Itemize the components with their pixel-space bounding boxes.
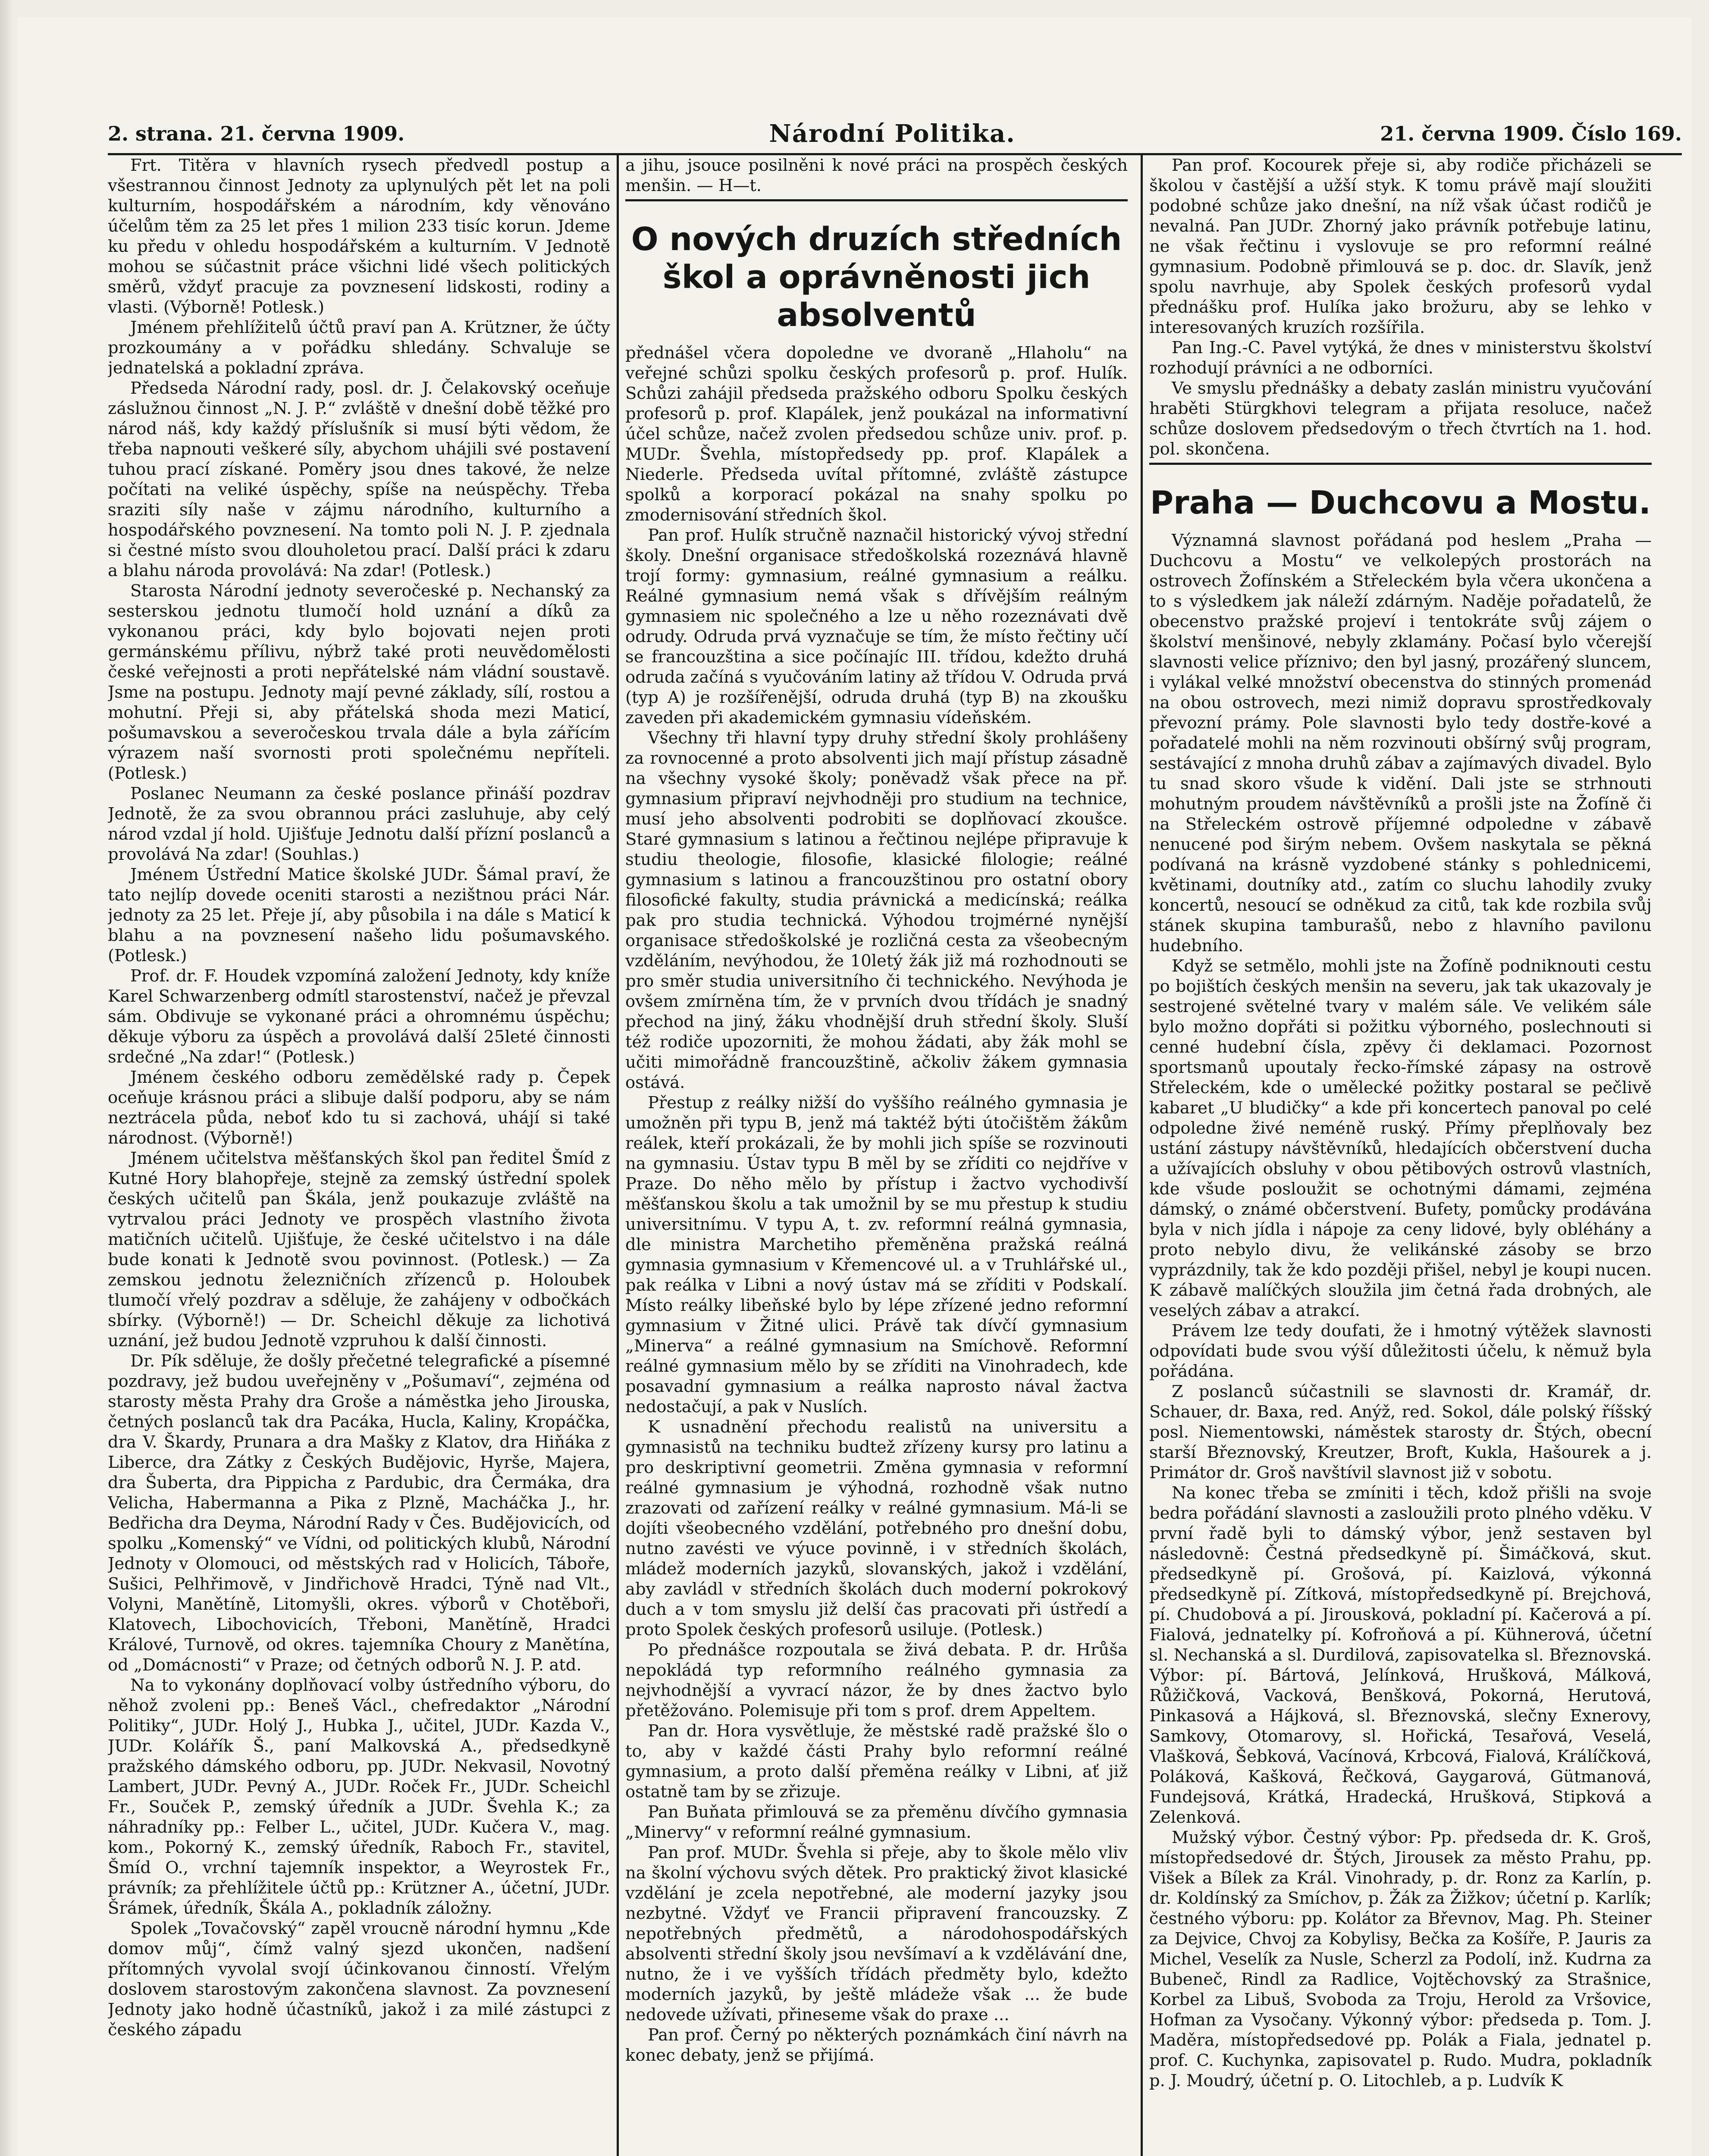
paragraph: Starosta Národní jednoty severočeské p. Nechanský za sesterskou jednotu tlumočí hold uznání a díků za vykonanou práci, kdy bylo bojovati nejen proti germánskému přílivu, nýbrž také proti neuvědomělosti české veřejnosti a proti nepřátelské nám vládní soustavě. Jsme na postupu. Jednoty mají pevné základy, sílí, rostou a mohutní. Přeji si, aby přátelská shoda mezi Maticí, pošumavskou a severočeskou trvala dále a byla zářícím výrazem naší svornosti proti společnému nepříteli. (Potlesk.) xyxy=(108,581,610,783)
paragraph: Spolek „Tovačovský“ zapěl vroucně národní hymnu „Kde domov můj“, čímž valný sjezd ukončen, nadšení přítomných vyvolal svojí účinkovanou činností. Vřelým doslovem starostovým zakončena slavnost. Za povznesení Jednoty jako hodně účastníků, jakož i za milé zástupci z českého západu xyxy=(108,1919,610,2040)
paragraph: Ve smyslu přednášky a debaty zaslán ministru vyučování hraběti Stürgkhovi telegram a přijata resoluce, načež schůze doslovem předsedovým o třech čtvrtích na 1. hod. pol. skončena. xyxy=(1149,379,1652,459)
paragraph: Na konec třeba se zmíniti i těch, kdož přišli na svoje bedra pořádání slavnosti a zasloužili proto plného vděku. V první řadě byli to dámský výbor, jenž sestaven byl následovně: Čestná předsedkyně pí. Šimáčková, skut. předsedkyně pí. Grošová, pí. Kaizlová, výkonná předsedkyně pí. Zítková, místopředsedkyně pí. Brejchová, pí. Chudobová a pí. Jirousková, pokladní pí. Kačerová a pí. Fialová, jednatelky pí. Kofroňová a pí. Kühnerová, účetní sl. Nechanská a sl. Durdilová, zapisovatelka sl. Březnovská. Výbor: pí. Bártová, Jelínková, Hrušková, Málková, Růžičková, Vacková, Benšková, Pokorná, Herutová, Pinkasová a Hájková, sl. Březnovská, slečny Exnerovy, Samkovy, Otomarovy, sl. Hořická, Tesařová, Veselá, Vlašková, Šebková, Vacínová, Krbcová, Fialová, Králíčková, Poláková, Kašková, Řečková, Gaygarová, Gütmanová, Fundejsová, Krátká, Hradecká, Hrušková, Stipková a Zelenková. xyxy=(1149,1483,1652,1827)
section-divider xyxy=(625,199,1128,201)
article-headline: Praha — Duchcovu a Mostu. xyxy=(1150,484,1651,521)
paragraph: Po přednášce rozpoutala se živá debata. P. dr. Hrůša nepokládá typ reformního reálného gymnasia za nejvhodnější a vyvrací názor, že by dnes žactvo bylo přetěžováno. Polemisuje při tom s prof. drem Appeltem. xyxy=(625,1640,1128,1720)
paragraph: Dr. Pík sděluje, že došly přečetné telegrafické a písemné pozdravy, jež budou uveřejněny v „Pošumaví“, zejména od starosty města Prahy dra Groše a náměstka jeho Jirouska, četných poslanců tak dra Pacáka, Hucla, Kaliny, Kropáčka, dra V. Škardy, Prunara a dra Mašky z Klatov, dra Hiňáka z Liberce, dra Zátky z Českých Budějovic, Hyrše, Majera, dra Šuberta, dra Pippicha z Pardubic, dra Čermáka, dra Velicha, Habermanna a Pika z Plzně, Macháčka J., hr. Bedřicha dra Deyma, Národní Rady v Čes. Budějovicích, od spolku „Komenský“ ve Vídni, od politických klubů, Národní Jednoty v Olomouci, od městských rad v Holicích, Táboře, Sušici, Pelhřimově, v Jindřichově Hradci, Týně nad Vlt., Volyni, Manětíně, Litomyšli, okres. výborů v Chotěboři, Klatovech, Libochovicích, Třeboni, Manětíně, Hradci Králové, Turnově, od okres. tajemníka Choury z Manětína, od „Domácnosti“ v Praze; od četných odborů N. J. P. atd. xyxy=(108,1351,610,1675)
paragraph: přednášel včera dopoledne ve dvoraně „Hlaholu“ na veřejné schůzi spolku českých profesorů p. prof. Hulík. Schůzi zahájil předseda pražského odboru Spolku českých profesorů p. prof. Klapálek, jenž poukázal na informativní účel schůze, načež zvolen předsedou schůze univ. prof. p. MUDr. Švehla, místopředsedy pp. prof. Klapálek a Niederle. Předseda uvítal přítomné, zvláště zástupce spolků a korporací pokázal na snahy spolku po zmodernisování středních škol. xyxy=(625,343,1128,525)
paragraph: Předseda Národní rady, posl. dr. J. Čelakovský oceňuje záslužnou činnost „N. J. P.“ zvláště v dnešní době těžké pro národ náš, kdy každý příslušník si musí býti vědom, že třeba napnouti veškeré síly, abychom uhájili své postavení tuhou prací získané. Poměry jsou dnes takové, že nelze počítati na veliké úspěchy, spíše na neúspěchy. Třeba sraziti síly naše v zájmu národního, kulturního a hospodářského povznesení. Na tomto poli N. J. P. zjednala si čestné místo svou dlouholetou prací. Další práci k zdaru a blahu národa provolává: Na zdar! (Potlesk.) xyxy=(108,379,610,580)
running-header xyxy=(108,114,1682,155)
paragraph: Prof. dr. F. Houdek vzpomíná založení Jednoty, kdy kníže Karel Schwarzenberg odmítl starostenství, načež je převzal sám. Obdivuje se vykonané práci a ohromnému úspěchu; děkuje výboru za úspěch a provolává další 25leté činnosti srdečné „Na zdar!“ (Potlesk.) xyxy=(108,966,610,1067)
paragraph: Pan prof. MUDr. Švehla si přeje, aby to škole mělo vliv na školní výchovu svých dětek. Pro praktický život klasické vzdělání je zcela nepotřebné, ale moderní jazyky jsou nezbytné. Vždyť ve Francii připravení francouzsky. Z nepotřebných předmětů, a národohospodářských absolventi střední školy jsou nevšímaví a k vzdělávání dne, nutno, že i ve vyšších třídách předměty bylo, kdežto moderních jazyků, by ještě mládeže však ... že bude nedovede užívati, přineseme však do praxe ... xyxy=(625,1843,1128,2024)
paragraph: a jihu, jsouce posilněni k nové práci na prospěch českých menšin. — H—t. xyxy=(625,156,1128,195)
header-left: 2. strana. 21. června 1909. xyxy=(108,122,405,145)
paragraph: Pan dr. Hora vysvětluje, že městské radě pražské šlo o to, aby v každé části Prahy bylo reformní reálné gymnasium, a proto další přeměna reálky v Libni, ať již ostatně tam by se zřizuje. xyxy=(625,1721,1128,1802)
section-divider xyxy=(1149,463,1652,465)
paragraph: Frt. Titěra v hlavních rysech předvedl postup a všestrannou činnost Jednoty za uplynulých pět let na poli kulturním, hospodářském a národním, kdy věnováno účelům těm za 25 let přes 1 milion 233 tisíc korun. Jdeme ku předu v ohledu hospodářském a kulturním. V Jednotě mohou se súčastnit práce všichni lidé všech politických směrů, vždyť pracuje za povznesení lidskosti, rodiny a vlasti. (Výborně! Potlesk.) xyxy=(108,156,610,317)
paragraph: Mužský výbor. Čestný výbor: Pp. předseda dr. K. Groš, místopředsedové dr. Štých, Jirousek za město Prahu, pp. Višek a Bílek za Král. Vinohrady, p. dr. Ronz za Karlín, p. dr. Koldínský za Smíchov, p. Žák za Žižkov; účetní p. Karlík; čestného výboru: pp. Kolátor za Břevnov, Mag. Ph. Steiner za Dejvice, Chvoj za Kobylisy, Bečka za Košíře, P. Jauris za Michel, Veselík za Nusle, Scherzl za Podolí, inž. Kudrna za Bubeneč, Rindl za Radlice, Vojtěchovský za Strašnice, Korbel za Libuš, Svoboda za Troju, Herold za Vršovice, Hofman za Vysočany. Výkonný výbor: předseda p. Tom. J. Maděra, místopředsedové pp. Polák a Fiala, jednatel p. prof. C. Kuchynka, zapisovatel p. Rudo. Mudra, pokladník p. J. Moudrý, účetní p. O. Litochleb, a p. Ludvík K xyxy=(1149,1828,1652,2090)
paragraph: Jménem Ústřední Matice školské JUDr. Šámal praví, že tato nejlíp dovede oceniti starosti a nezištnou práci Nár. jednoty za 25 let. Přeje jí, aby působila i na dále s Maticí k blahu a na povznesení našeho lidu pošumavského. (Potlesk.) xyxy=(108,865,610,965)
paragraph: Pan Ing.-C. Pavel vytýká, že dnes v ministerstvu školství rozhodují právníci a ne odborníci. xyxy=(1149,338,1652,378)
column-rule-2 xyxy=(1141,155,1143,2156)
paragraph: Pan prof. Kocourek přeje si, aby rodiče přicházeli se školou v častější a užší styk. K tomu právě mají sloužiti podobné schůze jako dnešní, na níž však účast rodičů je nevalná. Pan JUDr. Zhorný jako právník potřebuje latinu, ne však řečtinu i vyslovuje se pro reformní reálné gymnasium. Podobně přimlouvá se p. doc. dr. Slavík, jenž spolu navrhuje, aby Spolek českých profesorů vydal přednášku prof. Hulíka jako brožuru, aby se lehko v interesovaných kruzích rozšířila. xyxy=(1149,156,1652,337)
paragraph: Na to vykonány doplňovací volby ústředního výboru, do něhož zvoleni pp.: Beneš Václ., chefredaktor „Národní Politiky“, JUDr. Holý J., Hubka J., učitel, JUDr. Kazda V., JUDr. Kolářík Š., paní Malkovská A., předsedkyně pražského dámského odboru, pp. JUDr. Nekvasil, Novotný Lambert, JUDr. Pevný A., JUDr. Roček Fr., JUDr. Scheichl Fr., Souček P., zemský úředník a JUDr. Švehla K.; za náhradníky pp.: Felber L., učitel, JUDr. Kučera V., mag. kom., Pokorný K., zemský úředník, Raboch Fr., stavitel, Šmíd O., vrchní tajemník inspektor, a Weyrostek Fr., právník; za přehlížitele účtů pp.: Krützner A., účetní, JUDr. Šrámek, úředník, Škála A., pokladník záložny. xyxy=(108,1676,610,1918)
column-3 xyxy=(1149,155,1652,2156)
column-rule-1 xyxy=(617,155,619,2156)
paragraph: Pan Buňata přimlouvá se za přeměnu dívčího gymnasia „Minervy“ v reformní reálné gymnasium. xyxy=(625,1802,1128,1842)
column-2 xyxy=(625,155,1128,2156)
paragraph: Jménem českého odboru zemědělské rady p. Čepek oceňuje krásnou práci a slibuje další podporu, aby se nám neztrácela půda, neboť kdo tu si zachová, uhájí si také národnost. (Výborně!) xyxy=(108,1068,610,1148)
paragraph: K usnadnění přechodu realistů na universitu a gymnasistů na techniku budtež zřízeny kursy pro latinu a pro deskriptivní geometrii. Změna gymnasia v reformní reálné gymnasium je výhodná, rozhodně však nutno zrazovati od zařízení reálky v reálné gymnasium. Má-li se dojíti všeobecného vzdělání, potřebného pro dnešní dobu, nutno zavésti ve výuce povinně, i v středních školách, mládež moderních jazyků, slovanských, jakož i vzdělání, aby zavládl v středních školách duch moderní pokrokový duch a v tom smyslu již delší čas pracovati při ústředí a proto Spolek českých profesorů usiluje. (Potlesk.) xyxy=(625,1417,1128,1639)
paragraph: Jménem učitelstva měšťanských škol pan ředitel Šmíd z Kutné Hory blahopřeje, stejně za zemský ústřední spolek českých učitelů pan Škála, jenž poukazuje zvláště na vytrvalou práci Jednoty ve prospěch vlastního života matičních učitelů. Ujišťuje, že české učitelstvo i na dále bude konati k Jednotě svou povinnost. (Potlesk.) — Za zemskou jednotu železničních zřízenců p. Holoubek tlumočí vřelý pozdrav a sděluje, že zahájeny v odbočkách sbírky. (Výborně!) — Dr. Scheichl děkuje za lichotivá uznání, jež budou Jednotě vzpruhou k další činnosti. xyxy=(108,1149,610,1351)
paragraph: Všechny tři hlavní typy druhy střední školy prohlášeny za rovnocenné a proto absolventi jich mají přístup zásadně na všechny vysoké školy; poněvadž však přece na př. gymnasium připraví nejvhodněji pro studium na technice, musí jeho absolventi podrobiti se doplňovací zkoušce. Staré gymnasium s latinou a řečtinou nejlépe připravuje k studiu theologie, filosofie, klasické filologie; reálné gymnasium s latinou a francouzštinou pro ostatní obory filosofické fakulty, studia právnická a medicínská; reálka pak pro studia technická. Výhodou trojmérné nynější organisace středoškolské je rozličná cesta za všeobecným vzděláním, nevýhodou, že 10letý žák již má rozhodnouti se pro směr studia universitního či technického. Nevýhoda je ovšem zmírněna tím, že v prvních dvou třídách je snadný přechod na jiný, žáku vhodnější druh střední školy. Sluší též rodiče upozorniti, že mohou žádati, aby žák mohl se učiti mimořádně francouzštině, ačkoliv žákem gymnasia ostává. xyxy=(625,728,1128,1092)
column-1 xyxy=(108,155,610,2156)
paragraph: Z poslanců súčastnili se slavnosti dr. Kramář, dr. Schauer, dr. Baxa, red. Anýž, red. Sokol, dále polský říšský posl. Niementowski, náměstek starosty dr. Štých, obecní starší Březnovský, Kreutzer, Broft, Kukla, Hašourek a j. Primátor dr. Groš navštívil slavnost již v sobotu. xyxy=(1149,1382,1652,1482)
paragraph: Právem lze tedy doufati, že i hmotný výtěžek slavnosti odpovídati bude svou výší důležitosti účelu, k němuž byla pořádána. xyxy=(1149,1321,1652,1381)
paragraph: Když se setmělo, mohli jste na Žofíně podniknouti cestu po bojištích českých menšin na severu, jak tak ukazovaly je sestrojené světelné tvary v malém sále. Ve velikém sále bylo možno dopřáti si požitku výborného, poslechnouti si cenné hudební čísla, zpěvy či deklamaci. Pozornost sportsmanů upoutaly řecko-římské zápasy na ostrově Střeleckém, kde o umělecké požitky postaral se pečlivě kabaret „U bludičky“ a kde při koncertech panoval po celé odpoledne živé neméně ruský. Přímy přeplňovaly bez ustání zástupy návštěvníků, hledajících občerstvení ducha a užívajících obsluhy v obou pětibových ostrovů vlastních, kde všude posloužit se ochotnými dámami, zejména dámský, o známé občerstvení. Bufety, pomůcky prodávána byla v nich jídla i nápoje za ceny lidové, byly obléhány a proto nebylo divu, že velikánské zásoby se brzo vyprázdnily, tak že kdo později přišel, nebyl je koupi nucen. K zábavě malíčkých sloužila jim četná řada drobných, ale veselých zábav a atrakcí. xyxy=(1149,956,1652,1320)
paragraph: Poslanec Neumann za české poslance přináší pozdrav Jednotě, že za svou obrannou práci zasluhuje, aby celý národ vzdal jí hold. Ujišťuje Jednotu další přízní poslanců a provolává Na zdar! (Souhlas.) xyxy=(108,784,610,864)
article-headline: O nových druzích středních škol a oprávněnosti jich absolventů xyxy=(631,221,1122,334)
masthead-title: Národní Politika. xyxy=(769,119,1016,148)
paragraph: Pan prof. Hulík stručně naznačil historický vývoj střední školy. Dnešní organisace středoškolská rozeznává hlavně trojí formy: gymnasium, reálné gymnasium a reálku. Reálné gymnasium nemá však s dřívějším reálným gymnasiem nic společného a lze u něho rozeznávati dvě odrudy. Odruda prvá vyznačuje se tím, že místo řečtiny učí se francouzština a sice počínajíc III. třídou, kdežto druhá odruda začíná s vyučováním latiny až třídou V. Odruda prvá (typ A) je rozšířenější, odruda druhá (typ B) na zkoušku zaveden při akademickém gymnasiu vídeňském. xyxy=(625,526,1128,727)
paragraph: Významná slavnost pořádaná pod heslem „Praha — Duchcovu a Mostu“ ve velkolepých prostorách na ostrovech Žofínském a Střeleckém byla včera ukončena a to s výsledkem jak náleží zdárným. Naděje pořadatelů, že obecenstvo pražské projeví i tentokráte svůj zájem o školství menšinové, nebyly zklamány. Počasí bylo včerejší slavnosti velice příznivo; den byl jasný, prozářený sluncem, i vylákal velké množství obecenstva do stinných promenád na obou ostrovech, mezi nimiž dopravu sprostředkovaly převozní prámy. Pole slavnosti bylo tedy dostře-kové a pořadatelé mohli na něm rozvinouti obšírný svůj program, sestávající z mnoha druhů zábav a zajímavých divadel. Bylo tu snad skoro všude k vidění. Dali jste se strhnouti mohutným proudem návštěvníků a prošli jste na Žofíně či na Střeleckém ostrově příjemné odpoledne v zábavě nenucené pod širým nebem. Ovšem naskytala se pěkná podívaná na krásně vyzdobené stánky s pohlednicemi, květinami, doutníky atd., zatím co sluchu lahodily zvuky koncertů, nesoucí se odněkud za citů, tak kde rozbila svůj stánek skupina tamburašů, nebo z hlavního pavilonu hudebního. xyxy=(1149,531,1652,956)
paragraph: Pan prof. Černý po některých poznámkách činí návrh na konec debaty, jenž se přijímá. xyxy=(625,2025,1128,2065)
paragraph: Jménem přehlížitelů účtů praví pan A. Krützner, že účty prozkoumány a v pořádku shledány. Schvaluje se jednatelská a pokladní zpráva. xyxy=(108,318,610,378)
header-right: 21. června 1909. Číslo 169. xyxy=(1380,122,1682,145)
paragraph: Přestup z reálky nižší do vyššího reálného gymnasia je umožněn při typu B, jenž má taktéž býti útočištěm žákům reálek, kteří prokázali, že by mohli jich spíše se rozvinouti na gymnasiu. Ústav typu B měl by se zříditi co nejdříve v Praze. Do něho mělo by přístup i žactvo vychodivší měšťanskou školu a tak umožnil by se mu přestup k studiu universitnímu. V typu A, t. zv. reformní reálná gymnasia, dle ministra Marchetiho přeměněna pražská reálná gymnasia gymnasium v Křemencové ul. a v Truhlářské ul., pak reálka v Libni a nový ústav má se zříditi v Podskalí. Místo reálky libeňské bylo by lépe zřízené jedno reformní gymnasium v Žitné ulici. Právě tak dívčí gymnasium „Minerva“ a reálné gymnasium na Smíchově. Reformní reálné gymnasium mělo by se zříditi na Vinohradech, kde posavadní gymnasium a reálka naprosto nával žactva nedostačují, a pak v Nuslích. xyxy=(625,1093,1128,1416)
page-edge-shadow xyxy=(0,0,13,2156)
